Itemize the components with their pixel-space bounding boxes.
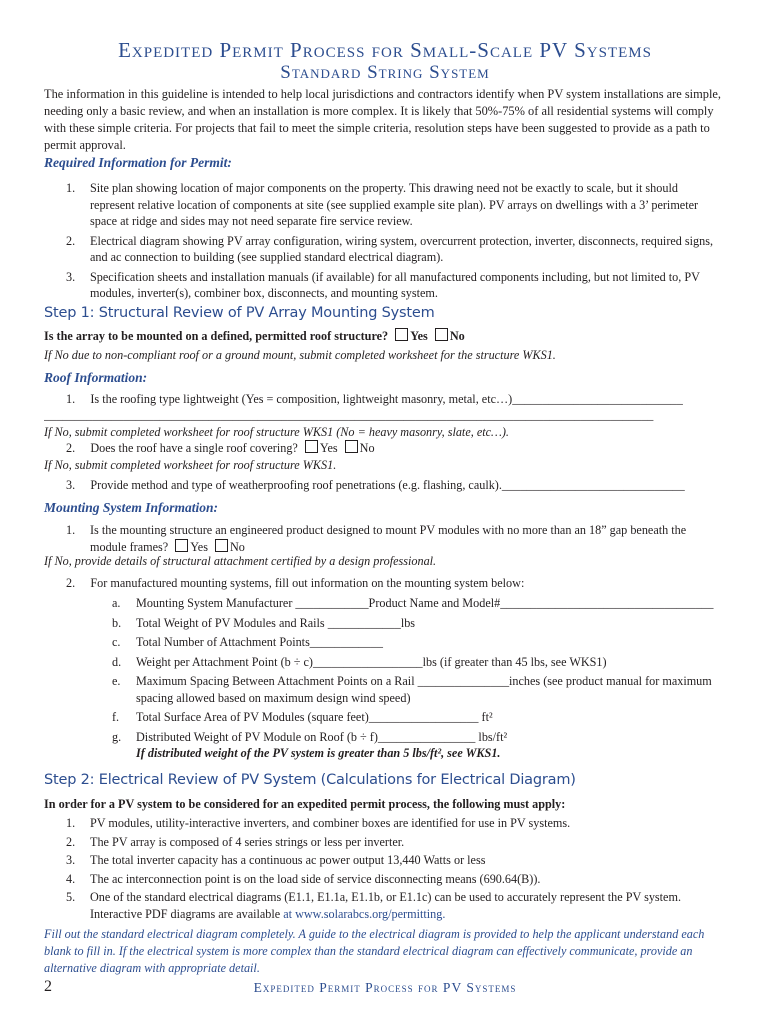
- list-item: f. Total Surface Area of PV Modules (square feet)__________________ ft²: [112, 710, 493, 724]
- list-item: 2. The PV array is composed of 4 series strings or less per inverter.: [66, 834, 405, 849]
- list-item: 3. Specification sheets and installation manuals (if available) for all manufactured components including, but not limited to, PV modules, inverter(s), combiner box, disconnects, and mounting system.: [66, 269, 700, 300]
- step2-heading: Step 2: Electrical Review of PV System (Calculations for Electrical Diagram): [44, 772, 576, 788]
- list-item: 2. Electrical diagram showing PV array configuration, wiring system, overcurrent protection, inverter, disconnects, required signs, and ac connection to building (see supplied standard electrical diagram).: [66, 233, 714, 264]
- electrical-diagram-note: Fill out the standard electrical diagram completely. A guide to the electrical diagram is provided to help the applicant understand each blank to fill in. If the electrical system is more complex than the standard electrical diagram can effectively communicate, provide an alternative diagram with appropriate detail.: [44, 927, 705, 975]
- no-checkbox[interactable]: [215, 539, 228, 552]
- footer-title: Expedited Permit Process for PV Systems: [253, 980, 517, 995]
- required-info-list: [44, 180, 724, 302]
- no-checkbox[interactable]: [345, 440, 358, 453]
- roof-info-heading: Roof Information:: [44, 370, 148, 385]
- list-item: a. Mounting System Manufacturer ____________Product Name and Model#___________________________________: [112, 596, 714, 610]
- yes-checkbox[interactable]: [175, 539, 188, 552]
- step1-question: Is the array to be mounted on a defined, permitted roof structure? Yes No: [44, 329, 465, 343]
- step1-note: If No due to non-compliant roof or a ground mount, submit completed worksheet for the structure WKS1.: [44, 348, 556, 362]
- list-item: e. Maximum Spacing Between Attachment Points on a Rail _______________inches (see product manual for maximum spacing allowed based on maximum design wind speed): [112, 674, 712, 705]
- yes-checkbox[interactable]: [395, 328, 408, 341]
- roof-item-3: 3. Provide method and type of weatherproofing roof penetrations (e.g. flashing, caulk).______________________________: [66, 478, 685, 492]
- mounting-item-1-note: If No, provide details of structural attachment certified by a design professional.: [44, 554, 437, 568]
- list-item: g. Distributed Weight of PV Module on Roof (b ÷ f)________________ lbs/ft²: [112, 729, 508, 744]
- no-checkbox[interactable]: [435, 328, 448, 341]
- permitting-link[interactable]: at www.solarabcs.org/permitting.: [283, 906, 446, 921]
- list-item: c. Total Number of Attachment Points____________: [112, 635, 383, 649]
- mounting-sub-list: [90, 595, 730, 748]
- page-subtitle: Standard String System: [280, 62, 490, 83]
- mounting-sub-note: If distributed weight of the PV system is greater than 5 lbs/ft², see WKS1.: [136, 746, 501, 760]
- list-item: 1. Is the mounting structure an engineered product designed to mount PV modules with no more than an 18” gap beneath the module frames? Yes No: [66, 523, 687, 554]
- roof-item-2-note: If No, submit completed worksheet for roof structure WKS1.: [44, 458, 337, 472]
- roof-item-1-note: If No, submit completed worksheet for roof structure WKS1 (No = heavy masonry, slate, etc…).: [44, 425, 509, 439]
- roof-item-1-blank[interactable]: ____________________________________________________________________________________________________: [44, 408, 654, 422]
- required-info-heading: Required Information for Permit:: [44, 155, 232, 170]
- list-item: 4. The ac interconnection point is on the load side of service disconnecting means (690.64(B)).: [66, 871, 541, 886]
- mounting-item-2: 2. For manufactured mounting systems, fill out information on the mounting system below:: [66, 576, 525, 590]
- step2-lead: In order for a PV system to be considered for an expedited permit process, the following must apply:: [44, 797, 566, 811]
- list-item: d. Weight per Attachment Point (b ÷ c)__________________lbs (if greater than 45 lbs, see WKS1): [112, 654, 607, 669]
- mounting-list: [44, 522, 724, 555]
- list-item: 1. Site plan showing location of major components on the property. This drawing need not be exactly to scale, but it should represent relative location of components at site (see supplied example site plan). PV arrays on dwellings with a 3’ perimeter space at ridge and sides may not need separate fire service review.: [66, 181, 699, 228]
- list-item: 1. PV modules, utility-interactive inverters, and combiner boxes are identified for use in PV systems.: [66, 816, 571, 830]
- mounting-info-heading: Mounting System Information:: [44, 500, 219, 515]
- step1-heading: Step 1: Structural Review of PV Array Mounting System: [44, 305, 435, 321]
- page-number: 2: [44, 978, 52, 995]
- intro-paragraph: The information in this guideline is intended to help local jurisdictions and contractors identify when PV system installations are simple, needing only a basic review, and when an installation is more complex. It is likely that 50%-75% of all residential systems will comply with these simple criteria. For projects that fail to meet the simple criteria, resolution steps have been suggested to provide as a path to permit approval.: [44, 87, 722, 152]
- step2-list: [44, 815, 724, 922]
- page-title: Expedited Permit Process for Small-Scale PV Systems: [118, 38, 652, 62]
- roof-item-1: 1. Is the roofing type lightweight (Yes = composition, lightweight masonry, metal, etc…)____________________________: [66, 392, 683, 406]
- list-item: 5. One of the standard electrical diagrams (E1.1, E1.1a, E1.1b, or E1.1c) can be used to accurately represent the PV system. Interactive PDF diagrams are available at www.solarabcs.org/permitting.: [66, 890, 681, 921]
- roof-item-2: 2. Does the roof have a single roof covering? Yes No: [66, 441, 375, 455]
- yes-checkbox[interactable]: [305, 440, 318, 453]
- list-item: b. Total Weight of PV Modules and Rails ____________lbs: [112, 615, 416, 630]
- list-item: 3. The total inverter capacity has a continuous ac power output 13,440 Watts or less: [66, 853, 486, 867]
